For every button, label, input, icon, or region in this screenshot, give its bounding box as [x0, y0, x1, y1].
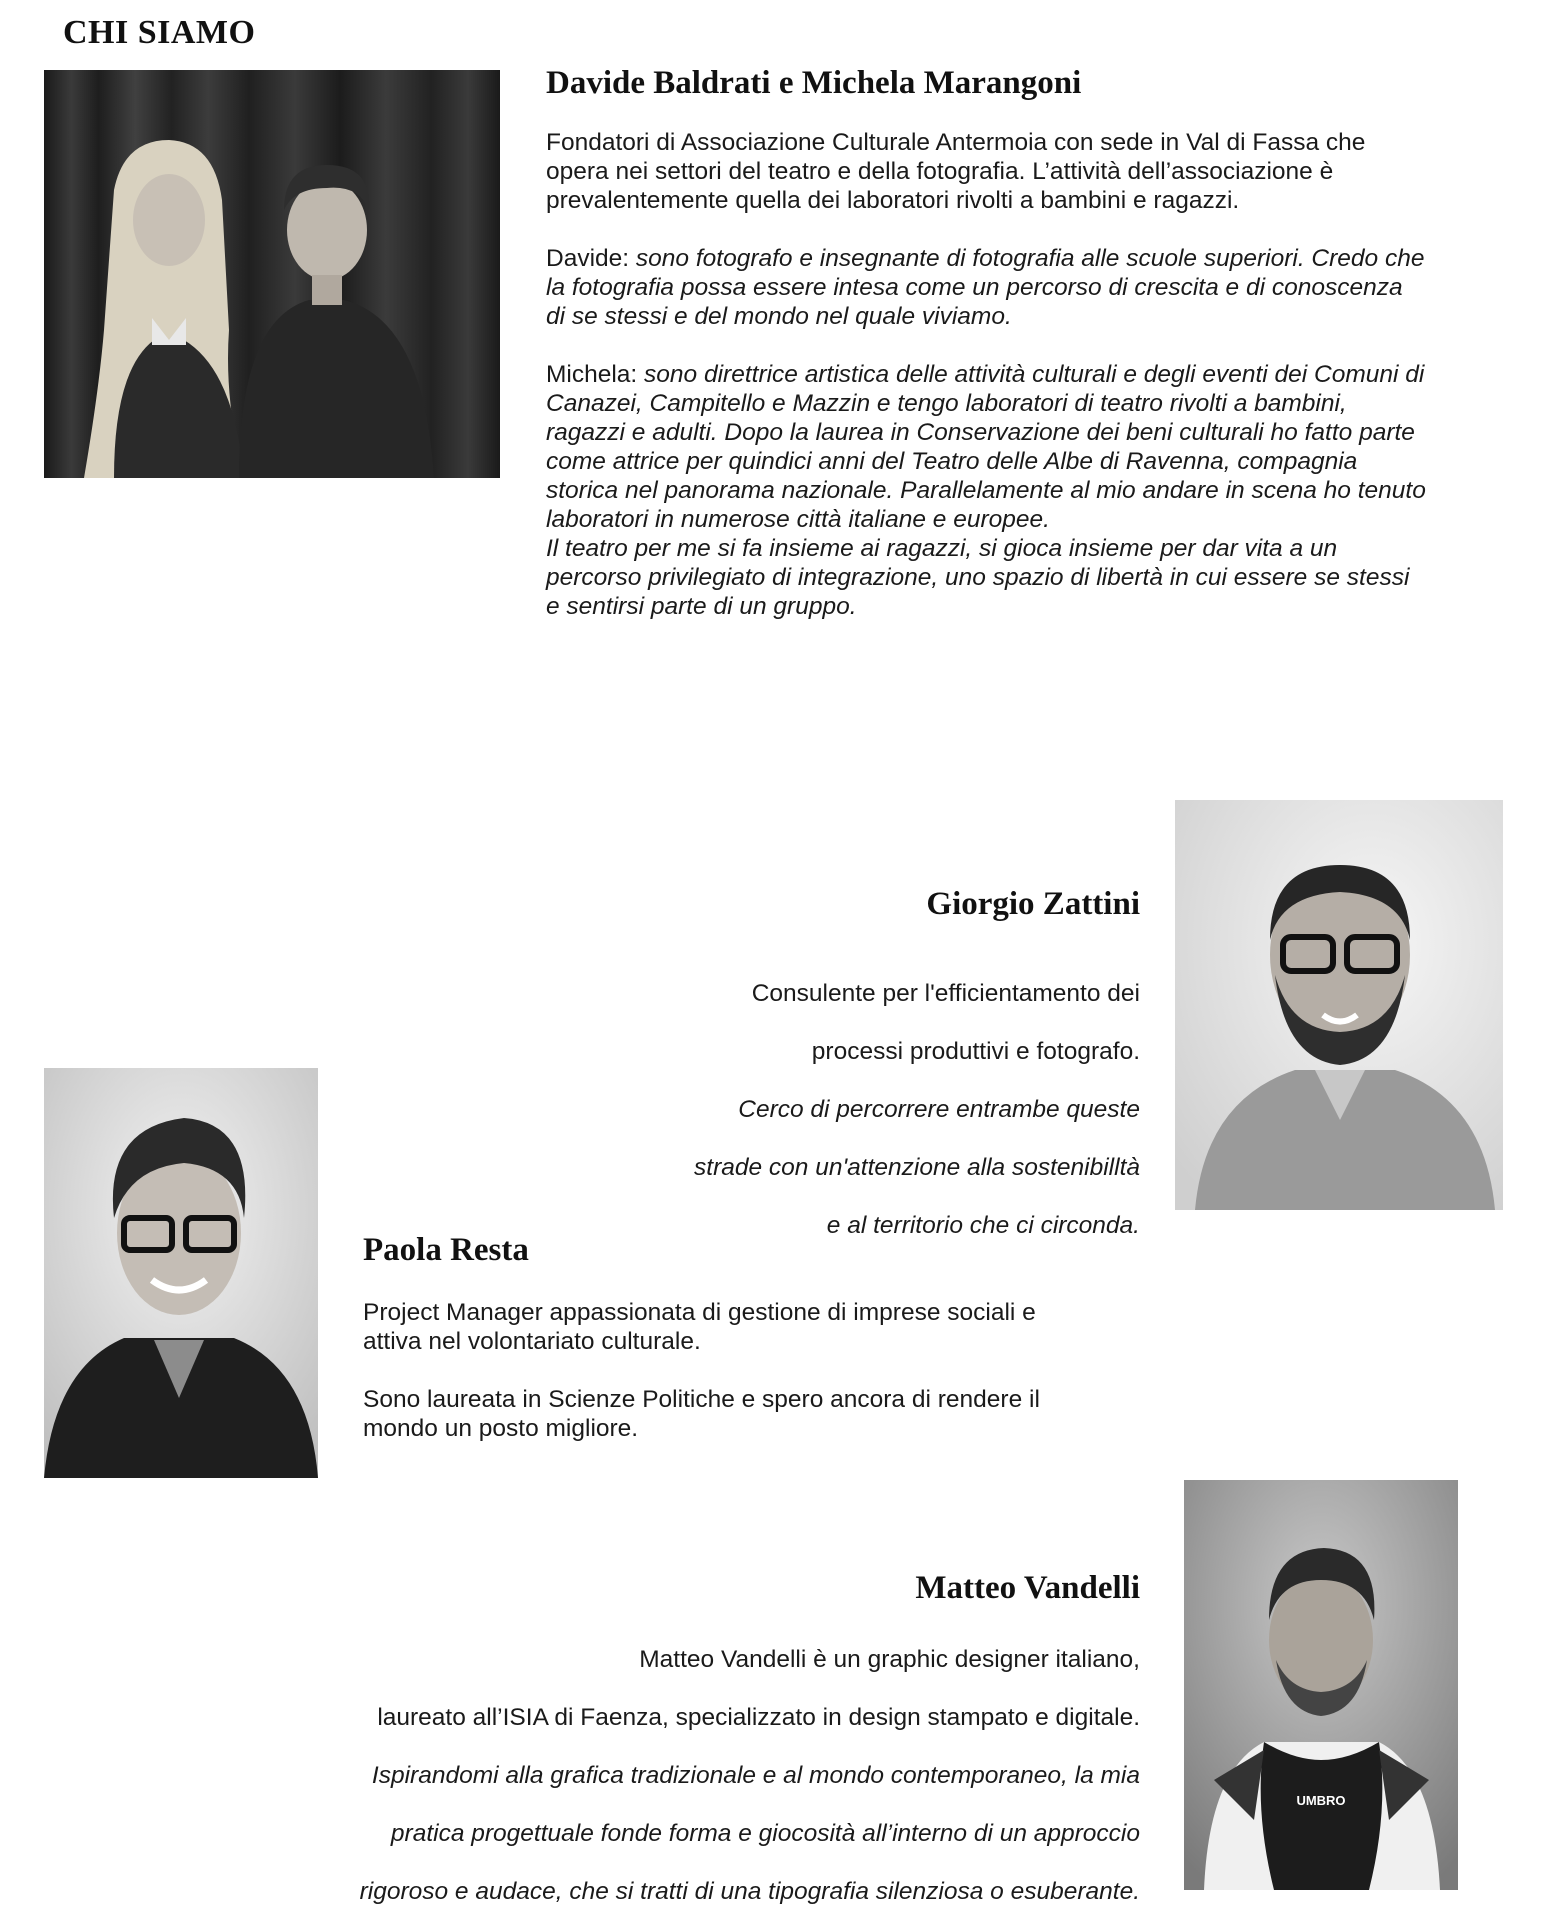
matteo-line-1: Matteo Vandelli è un graphic designer italiano,: [639, 1646, 1140, 1673]
founders-intro: Fondatori di Associazione Culturale Antermoia con sede in Val di Fassa che opera nei settori del teatro e della fotografia. L’attività dell’associazione è prevalentemente quella dei laboratori rivolti a bambini e ragazzi.: [546, 129, 1366, 214]
giorgio-quote-1: Cerco di percorrere entrambe queste: [738, 1096, 1140, 1123]
davide-paragraph: [546, 244, 1426, 331]
paola-name: Paola Resta: [363, 1232, 529, 1268]
giorgio-quote-3: e al territorio che ci circonda.: [826, 1212, 1140, 1239]
giorgio-name: Giorgio Zattini: [926, 886, 1140, 922]
paola-text-2: Sono laureata in Scienze Politiche e spero ancora di rendere il mondo un posto migliore.: [363, 1386, 1040, 1442]
davide-label: Davide:: [546, 245, 636, 272]
paola-bio: [363, 1298, 1073, 1443]
founders-name: Davide Baldrati e Michela Marangoni: [546, 65, 1082, 101]
davide-text: sono fotografo e insegnante di fotografia alle scuole superiori. Credo che la fotografia possa essere intesa come un percorso di crescita e di conoscenza di se stessi e del mondo nel quale viviamo.: [546, 245, 1425, 330]
giorgio-quote-2: strade con un'attenzione alla sostenibilltà: [694, 1154, 1140, 1181]
michela-paragraph: [546, 360, 1426, 621]
founders-photo: [44, 70, 500, 478]
giorgio-bio: [440, 979, 1140, 1240]
michela-label: Michela:: [546, 361, 645, 388]
matteo-quote-3: rigoroso e audace, che si tratti di una tipografia silenziosa o esuberante.: [359, 1878, 1140, 1905]
founders-bio: [546, 128, 1426, 621]
michela-text-2: Il teatro per me si fa insieme ai ragazzi, si gioca insieme per dar vita a un percorso privilegiato di integrazione, uno spazio di libertà in cui essere se stessi e sentirsi parte di un gruppo.: [546, 535, 1410, 620]
matteo-quote-1: Ispirandomi alla grafica tradizionale e al mondo contemporaneo, la mia: [371, 1762, 1140, 1789]
michela-text: sono direttrice artistica delle attività culturali e degli eventi dei Comuni di Canazei, Campitello e Mazzin e tengo laboratori di teatro rivolti a bambini, ragazzi e adulti. Dopo la laurea in Conservazione dei beni culturali ho fatto parte come attrice per quindici anni del Teatro delle Albe di Ravenna, compagnia storica nel panorama nazionale. Parallelamente al mio andare in scena ho tenuto laboratori in numerose città italiane e europee.: [546, 361, 1426, 533]
giorgio-line-1: Consulente per l'efficientamento dei: [751, 980, 1140, 1007]
matteo-name: Matteo Vandelli: [915, 1570, 1140, 1606]
page-title: CHI SIAMO: [63, 14, 256, 51]
matteo-quote-2: pratica progettuale fonde forma e giocosità all’interno di un approccio: [390, 1820, 1140, 1847]
matteo-photo: [1184, 1480, 1458, 1890]
giorgio-line-2: processi produttivi e fotografo.: [811, 1038, 1140, 1065]
matteo-shirt-logo: UMBRO: [1296, 1793, 1346, 1808]
paola-photo: [44, 1068, 318, 1478]
matteo-line-2: laureato all’ISIA di Faenza, specializzato in design stampato e digitale.: [377, 1704, 1140, 1731]
matteo-bio: [140, 1645, 1140, 1906]
paola-text-1: Project Manager appassionata di gestione di imprese sociali e attiva nel volontariato culturale.: [363, 1299, 1036, 1355]
giorgio-photo: [1175, 800, 1503, 1210]
